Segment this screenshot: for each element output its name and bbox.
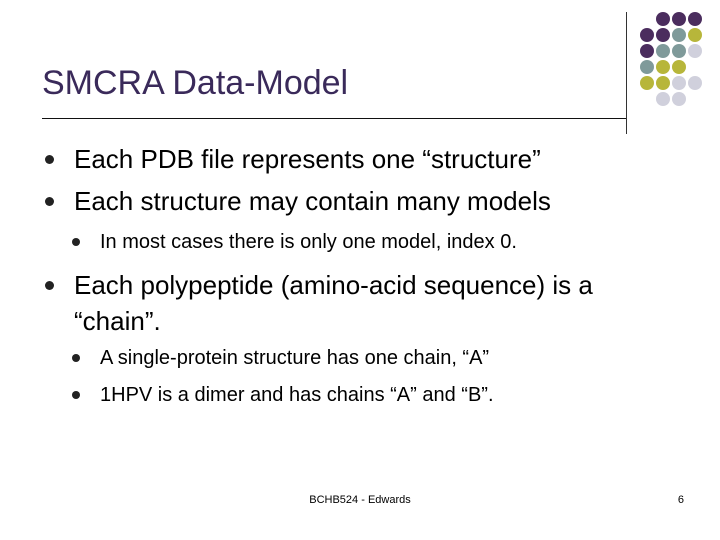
bullet-marker-icon (72, 354, 80, 362)
dot-teal (640, 60, 654, 74)
title-divider (42, 118, 626, 119)
dot-teal (656, 44, 670, 58)
dot-purple (640, 44, 654, 58)
bullet-level1: Each polypeptide (amino-acid sequence) is a (74, 270, 593, 300)
dot-purple (640, 28, 654, 42)
dot-olive (672, 60, 686, 74)
bullet-level2: 1HPV is a dimer and has chains “A” and “B”. (100, 384, 494, 406)
footer-text: BCHB524 - Edwards (309, 494, 411, 506)
bullet-level1-continuation: “chain”. (74, 306, 161, 336)
slide-title: SMCRA Data-Model (42, 64, 349, 102)
page-number: 6 (677, 494, 684, 506)
dot-olive (656, 60, 670, 74)
bullet-marker-icon (72, 238, 80, 246)
dot-gray (672, 76, 686, 90)
dot-olive (656, 76, 670, 90)
bullet-marker-icon (72, 391, 80, 399)
bullet-marker-icon (45, 197, 54, 206)
dot-olive (688, 28, 702, 42)
dot-purple (656, 28, 670, 42)
bullet-marker-icon (45, 155, 54, 164)
dot-purple (672, 12, 686, 26)
bullet-level2: A single-protein structure has one chain, “A” (100, 347, 490, 369)
dot-teal (672, 28, 686, 42)
dot-purple (688, 12, 702, 26)
dot-gray (688, 44, 702, 58)
bullet-marker-icon (45, 281, 54, 290)
dot-teal (672, 44, 686, 58)
decorative-dot-grid (640, 12, 702, 106)
bullet-level1: Each PDB file represents one “structure” (74, 144, 541, 174)
dot-gray (688, 76, 702, 90)
dot-purple (656, 12, 670, 26)
bullet-level1: Each structure may contain many models (74, 186, 551, 216)
vertical-divider (626, 12, 627, 134)
dot-gray (656, 92, 670, 106)
dot-gray (672, 92, 686, 106)
dot-olive (640, 76, 654, 90)
bullet-level2: In most cases there is only one model, index 0. (100, 231, 517, 253)
